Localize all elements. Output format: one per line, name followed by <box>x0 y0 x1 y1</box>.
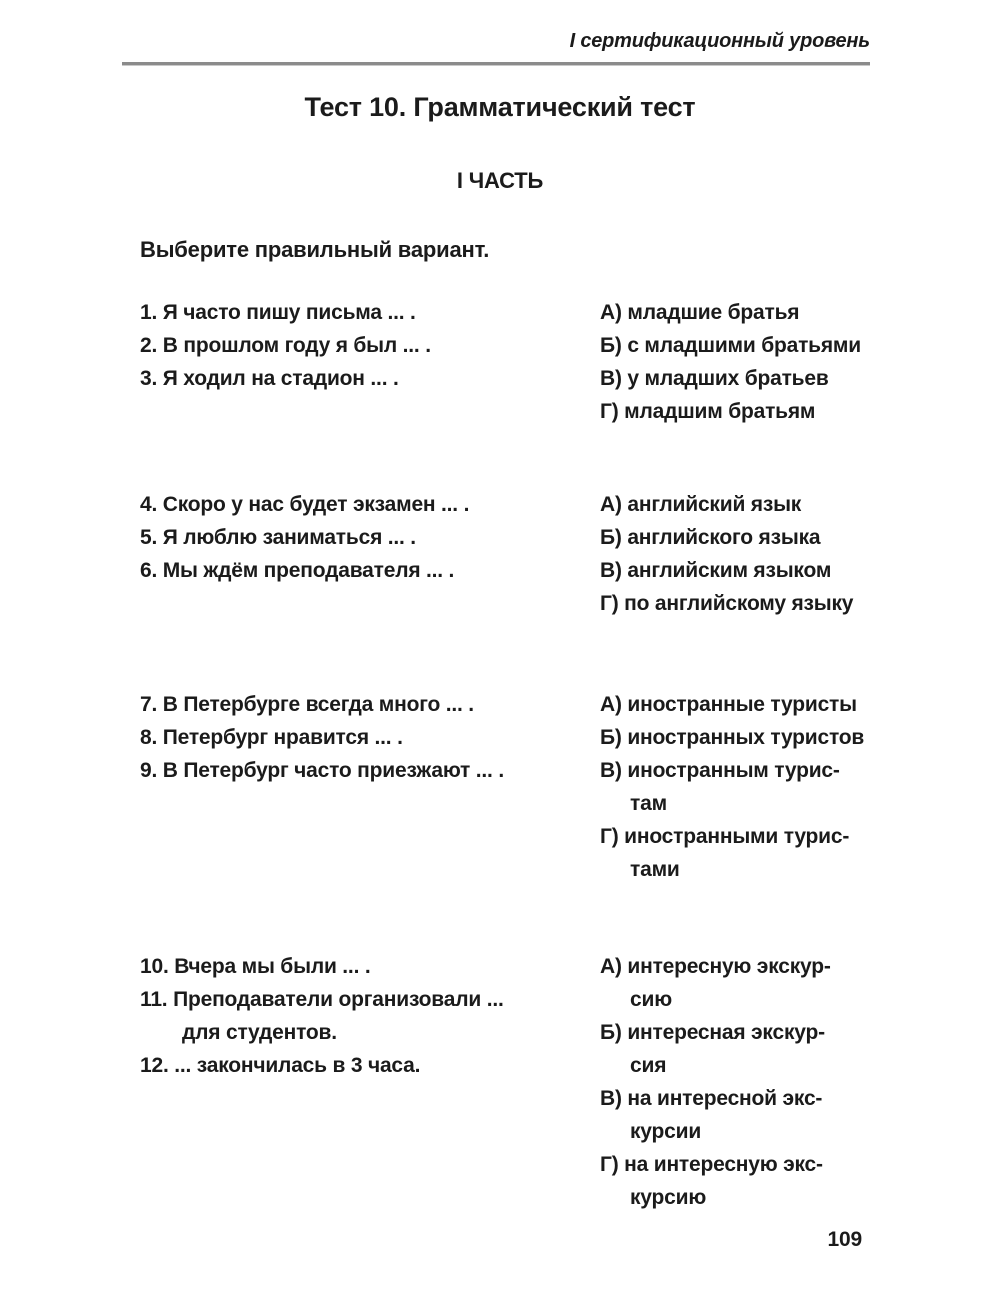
answer-line: Б) иностранных туристов <box>600 726 865 749</box>
answers-column <box>600 688 870 886</box>
question-line: 11. Преподаватели организовали ... <box>140 988 504 1011</box>
question-line: 4. Скоро у нас будет экзамен ... . <box>140 493 470 516</box>
answers-column <box>600 296 870 428</box>
answers-column <box>600 488 870 620</box>
question-line: 8. Петербург нравится ... . <box>140 726 403 749</box>
questions-column <box>140 688 600 886</box>
question-block-2 <box>140 488 870 620</box>
answer-line: В) иностранным турис- <box>600 759 840 782</box>
question-line: 6. Мы ждём преподавателя ... . <box>140 559 455 582</box>
answer-line: В) английским языком <box>600 559 832 582</box>
question-block-3 <box>140 688 870 886</box>
answer-line: там <box>630 792 667 815</box>
answers-column <box>600 950 870 1214</box>
answer-line: сия <box>630 1054 667 1077</box>
header-rule <box>122 62 870 66</box>
answer-line: Г) иностранными турис- <box>600 825 850 848</box>
answer-line: Г) по английскому языку <box>600 592 854 615</box>
answer-line: курсию <box>630 1186 707 1209</box>
answer-line: А) иностранные туристы <box>600 693 857 716</box>
page-number: 109 <box>827 1228 862 1251</box>
question-line: 10. Вчера мы были ... . <box>140 955 371 978</box>
question-line: 1. Я часто пишу письма ... . <box>140 301 416 324</box>
instruction-text: Выберите правильный вариант. <box>140 237 490 262</box>
question-line: 7. В Петербурге всегда много ... . <box>140 693 474 716</box>
questions-column <box>140 950 600 1214</box>
answer-line: Г) на интересную экс- <box>600 1153 823 1176</box>
answer-line: В) на интересной экс- <box>600 1087 823 1110</box>
answer-line: тами <box>630 858 680 881</box>
question-line: 3. Я ходил на стадион ... . <box>140 367 399 390</box>
question-line: 9. В Петербург часто приезжают ... . <box>140 759 504 782</box>
question-line: 5. Я люблю заниматься ... . <box>140 526 416 549</box>
answer-line: Б) английского языка <box>600 526 821 549</box>
questions-column <box>140 296 600 428</box>
answer-line: А) интересную экскур- <box>600 955 831 978</box>
running-header: I сертификационный уровень <box>569 30 870 52</box>
page-title: Тест 10. Грамматический тест <box>304 92 696 122</box>
answer-line: Б) интересная экскур- <box>600 1021 825 1044</box>
question-block-4 <box>140 950 870 1214</box>
question-block-1 <box>140 296 870 428</box>
question-line: 2. В прошлом году я был ... . <box>140 334 431 357</box>
answer-line: А) английский язык <box>600 493 802 516</box>
answer-line: Б) с младшими братьями <box>600 334 861 357</box>
answer-line: В) у младших братьев <box>600 367 829 390</box>
questions-column <box>140 488 600 620</box>
answer-line: Г) младшим братьям <box>600 400 816 423</box>
answer-line: сию <box>630 988 672 1011</box>
answer-line: курсии <box>630 1120 702 1143</box>
part-heading: I ЧАСТЬ <box>456 168 544 193</box>
question-line: 12. ... закончилась в 3 часа. <box>140 1054 421 1077</box>
answer-line: А) младшие братья <box>600 301 800 324</box>
question-line: для студентов. <box>182 1021 337 1044</box>
